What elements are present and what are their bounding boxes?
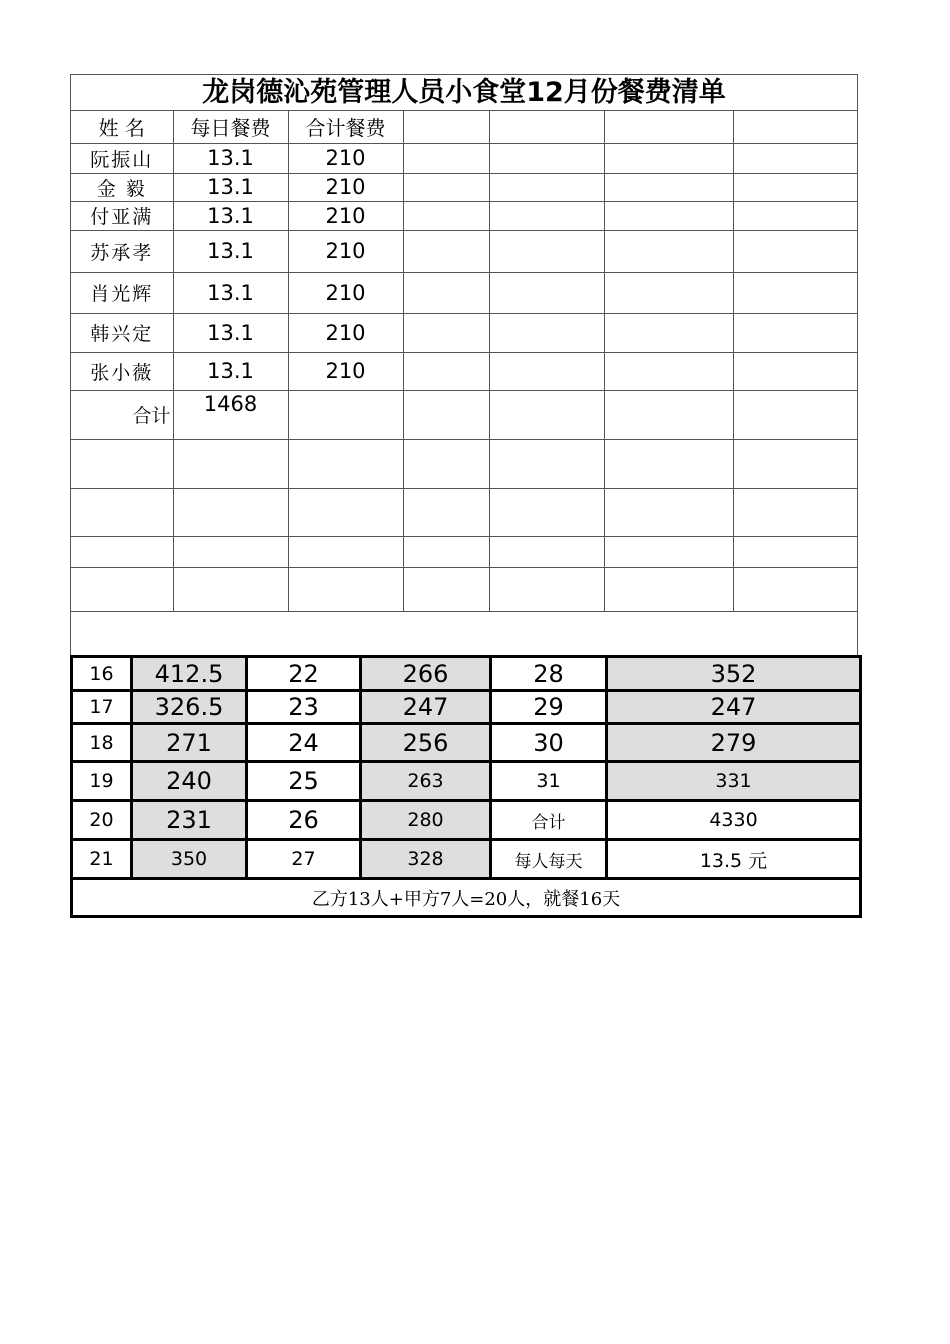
row-daily-fee: 13.1: [173, 173, 288, 201]
row-name: 阮振山: [71, 143, 173, 173]
header-total-fee: 合计餐费: [288, 111, 403, 143]
row-daily-fee: 13.1: [173, 352, 288, 390]
table-row: [72, 691, 861, 724]
day-number: 21: [72, 840, 132, 879]
day-number: 31: [491, 762, 607, 801]
row-daily-fee: 13.1: [173, 201, 288, 230]
empty-row: [71, 488, 858, 536]
row-name: 付亚满: [71, 201, 173, 230]
day-amount: 266: [361, 657, 491, 691]
day-amount: 352: [607, 657, 861, 691]
header-name: 姓 名: [71, 111, 173, 143]
row-total-fee: 210: [288, 230, 403, 272]
table-row: [71, 173, 858, 201]
day-number: 16: [72, 657, 132, 691]
day-number: 22: [247, 657, 361, 691]
sheet-title: 龙岗德沁苑管理人员小食堂12月份餐费清单: [71, 75, 857, 111]
row-total-fee: 210: [288, 143, 403, 173]
row-name: 苏承孝: [71, 230, 173, 272]
day-amount: 240: [132, 762, 247, 801]
footnote-row: [72, 879, 861, 917]
day-number: 18: [72, 724, 132, 762]
empty-row: [71, 567, 858, 611]
row-name: 金 毅: [71, 173, 173, 201]
sum-value: 1468: [173, 390, 288, 439]
day-amount: 280: [361, 801, 491, 840]
day-number: 26: [247, 801, 361, 840]
day-number: 17: [72, 691, 132, 724]
day-amount: 231: [132, 801, 247, 840]
table-row: [71, 230, 858, 272]
day-amount: 331: [607, 762, 861, 801]
sum-label: 合计: [71, 390, 173, 439]
day-amount: 263: [361, 762, 491, 801]
day-amount: 247: [361, 691, 491, 724]
day-number: 29: [491, 691, 607, 724]
row-daily-fee: 13.1: [173, 313, 288, 352]
row-name: 韩兴定: [71, 313, 173, 352]
day-number: 23: [247, 691, 361, 724]
row-daily-fee: 13.1: [173, 230, 288, 272]
table-row: [71, 143, 858, 173]
row-total-fee: 210: [288, 173, 403, 201]
day-amount: 412.5: [132, 657, 247, 691]
row-name: 张小薇: [71, 352, 173, 390]
day-number: 27: [247, 840, 361, 879]
day-number: 28: [491, 657, 607, 691]
day-amount: 247: [607, 691, 861, 724]
total-value: 4330: [607, 801, 861, 840]
daily-cost-table: [70, 655, 862, 918]
fee-table: [71, 111, 858, 612]
day-number: 25: [247, 762, 361, 801]
table-row: [71, 272, 858, 313]
table-row: [71, 352, 858, 390]
total-label: 合计: [491, 801, 607, 840]
table-row: [71, 201, 858, 230]
row-total-fee: 210: [288, 201, 403, 230]
table-row: [71, 313, 858, 352]
day-amount: 271: [132, 724, 247, 762]
day-amount: 350: [132, 840, 247, 879]
day-amount: 256: [361, 724, 491, 762]
header-row: [71, 111, 858, 143]
table-row: [72, 840, 861, 879]
row-daily-fee: 13.1: [173, 143, 288, 173]
empty-row: [71, 439, 858, 488]
header-daily-fee: 每日餐费: [173, 111, 288, 143]
table-row: [72, 801, 861, 840]
day-number: 30: [491, 724, 607, 762]
table-row: [72, 657, 861, 691]
row-total-fee: 210: [288, 352, 403, 390]
per-person-per-day-value: 13.5 元: [607, 840, 861, 879]
table-row: [72, 762, 861, 801]
day-amount: 328: [361, 840, 491, 879]
row-daily-fee: 13.1: [173, 272, 288, 313]
sum-row: [71, 390, 858, 439]
day-number: 19: [72, 762, 132, 801]
per-person-per-day-label: 每人每天: [491, 840, 607, 879]
day-number: 24: [247, 724, 361, 762]
row-total-fee: 210: [288, 272, 403, 313]
row-total-fee: 210: [288, 313, 403, 352]
footnote: 乙方13人+甲方7人=20人，就餐16天: [72, 879, 861, 917]
day-number: 20: [72, 801, 132, 840]
day-amount: 326.5: [132, 691, 247, 724]
meal-fee-sheet: [70, 74, 858, 656]
table-row: [72, 724, 861, 762]
empty-row: [71, 536, 858, 567]
day-amount: 279: [607, 724, 861, 762]
row-name: 肖光辉: [71, 272, 173, 313]
